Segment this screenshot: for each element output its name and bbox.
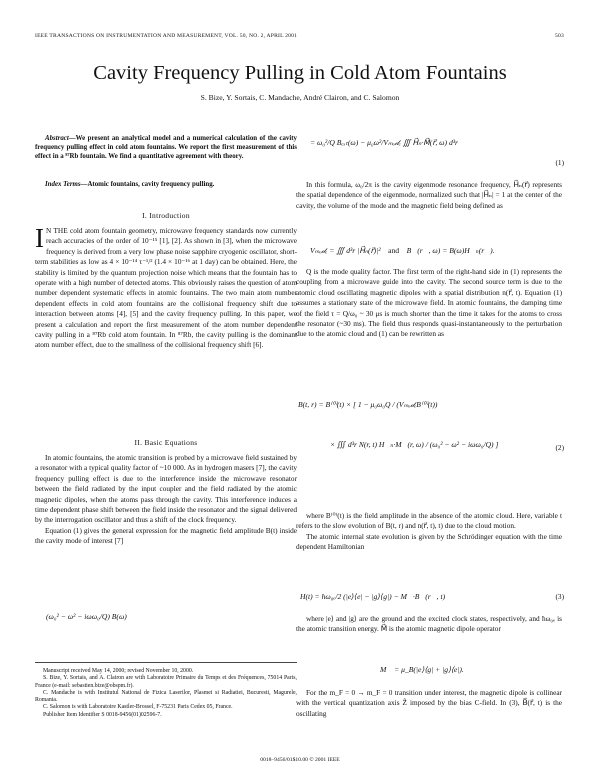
paragraph: For the m_F = 0 → m_F = 0 transition under interest, the magnetic dipole is collinear with the vertical quantization axis Ẑ imposed by the bias C-field. In (3), B⃗(r⃗, t) is the oscillating — [296, 688, 562, 718]
equation-number-3: (3) — [555, 592, 564, 601]
equation-number-1: (1) — [555, 158, 564, 167]
abstract-text: We present an analytical model and a numerical calculation of the cavity frequency pulling effect in cold atom fountains. We report the first measurement of this effect in a ⁸⁷Rb fountain. We find a quantitative agreement with theory. — [35, 135, 297, 160]
footnote: C. Salomon is with Laboratoire Kastler-Brossel, F-75231 Paris Cedex 05, France. — [43, 704, 233, 711]
intro-paragraph — [35, 223, 297, 351]
equation-number-2: (2) — [555, 443, 564, 452]
paragraph: Equation (1) gives the general expression for the magnetic field amplitude B(t) inside the cavity mode of interest [7] — [35, 525, 297, 546]
paragraph: where B⁽⁰⁾(t) is the field amplitude in the absence of the atomic cloud. Here, variable t refers to the slow evolution of B(t, r) and n(r⃗, t), t) due to the cloud motion. — [296, 511, 562, 531]
equation-1-left: (ω₀² − ω² − iωω₀/Q) B(ω) — [46, 612, 127, 621]
and-word: and — [388, 246, 400, 255]
paragraph: Q is the mode quality factor. The first term of the right-hand side in (1) represents the coupling from a microwave guide into the cavity. The second source term is due to the atomic cloud oscillating magnetic dipoles with a spatial distribution n(r⃗, t). Equation (1) assumes a stationary state of the microwave field. In atomic fountains, the damping time of the field τ = Q/ω₀ ~ 30 μs is much shorter than the time it takes for the atoms to cross the resonator (~30 ms). The field thus responds quasi-instantaneously to the perturbation due to the atomic cloud and (1) can be rewritten as — [296, 267, 562, 339]
abstract — [35, 135, 297, 162]
paragraph: where |e⟩ and |g⟩ are the ground and the excited clock states, respectively, and ħω₀ₑ is the atomic transition energy. M⃗ is the atomic magnetic dipole operator — [296, 614, 562, 634]
basic-equations-text — [35, 453, 297, 547]
abstract-label: Abstract— — [45, 135, 76, 142]
field-definition: B⃗(r⃗, ω) = B(ω)H⃗ₙ(r⃗). — [406, 246, 495, 255]
right-paragraph — [296, 614, 562, 635]
right-paragraph — [296, 267, 562, 340]
paragraph: The atomic internal state evolution is given by the Schrödinger equation with the time dependent Hamiltonian — [296, 531, 562, 552]
section-heading-introduction: I. Introduction — [142, 211, 190, 220]
drop-cap: I — [35, 223, 44, 253]
paragraph: In this formula, ω₀/2π is the cavity eigenmode resonance frequency, H⃗ₙ(r⃗) represents the spatial dependence of the eigenmode, normalized such that |H⃗ₙ| = 1 at the center of the cavity, the volume of the mode and the magnetic field being defined as — [296, 180, 562, 210]
page-number: 503 — [555, 33, 564, 39]
equation-vmode — [310, 246, 495, 256]
running-header: IEEE TRANSACTIONS ON INSTRUMENTATION AND MEASUREMENT, VOL. 50, NO. 2, APRIL 2001 — [35, 33, 298, 39]
vmode-definition: Vₘₒ𝒹ₑ = ∭ d³r |H⃗ₙ(r⃗)|² — [310, 246, 381, 255]
index-terms-label: Index Terms— — [45, 181, 88, 188]
footnotes — [35, 668, 297, 719]
author-list: S. Bize, Y. Sortais, C. Mandache, André Clairon, and C. Salomon — [200, 93, 400, 102]
footnote: C. Mandache is with Institutul National de Fizica Laserilor, Plasmei si Radiatiei, Bucuresti, Magurele, Romania. — [35, 689, 297, 704]
copyright-line: 0018–9456/01$10.00 © 2001 IEEE — [260, 757, 340, 763]
footnote-rule — [35, 662, 297, 663]
right-paragraph — [296, 688, 562, 719]
footnote: S. Bize, Y. Sortais, and A. Clairon are with Laboratoire Primaire du Temps et des Fréquences, 75014 Paris, France (e-mail: sebastien.bize@obspm.fr). — [35, 675, 297, 689]
footnote: Publisher Item Identifier S 0018-9456(01)02596-7. — [43, 711, 162, 718]
equation-dipole: M⃗ = μ_B(|e⟩⟨g| + |g⟩⟨e|). — [380, 665, 464, 674]
footnote: Manuscript received May 14, 2000; revised November 10, 2000. — [43, 668, 194, 674]
section-heading-basic-equations: II. Basic Equations — [134, 438, 198, 447]
paragraph: In atomic fountains, the atomic transition is probed by a microwave field sustained by a resonator with a typical quality factor of ~10 000. As in hydrogen masers [7], the cavity frequency pulling effect is due to the interference inside the microwave resonator between the field radiated by the input coupler and the field radiated by the atomic magnetic dipoles, when the atoms pass through the cavity. This interference induces a time dependent phase shift between the field inside the resonator and the signal delivered by the interrogation oscillator and thus a shift of the clock frequency. — [35, 453, 297, 525]
equation-3: H(t) = ħω₀ₑ/2 (|e⟩⟨e| − |g⟩⟨g|) − M⃗·B⃗(r⃗, t) — [300, 592, 446, 601]
equation-2-line-1: B(t, r) = B⁽⁰⁾(t) × [ 1 − μ₀ω₀Q / (Vₘₒ𝒹ₑB⁽⁰⁾(t)) — [298, 400, 438, 409]
right-paragraph — [296, 511, 562, 553]
equation-1-right: = ω₀²/Q Bₑₓₜ(ω) − μ₀ω²/Vₘₒ𝒹ₑ ∭ H⃗ₙ·M⃗(r⃗, ω) d³r — [310, 138, 459, 147]
paper-title: Cavity Frequency Pulling in Cold Atom Fountains — [93, 62, 507, 84]
index-terms — [35, 181, 297, 190]
index-terms-text: Atomic fountains, cavity frequency pulling. — [87, 181, 215, 188]
right-paragraph — [296, 180, 562, 211]
intro-text: N THE cold atom fountain geometry, microwave frequency standards now currently reach accuracies of the order of 10⁻¹⁵ [1], [2]. As shown in [3], when the microwave frequency is derived from a very low phase noise sapphire cryogenic oscillator, short-term stabilities as low as 4 × 10⁻¹⁴ τ⁻¹/² (1.4 × 10⁻¹⁶ at 1 day) can be obtained. Here, the stability is limited by the quantum projection noise which means that the fountain has to operate with a high number of detected atoms. This obviously raises the question of atom number dependent systematic effects in atomic fountains. The two main atom number dependent effects in cold atom fountains are the collisional frequency shift due to interaction between atoms [4], [5] and the cavity frequency pulling. In this paper, we present a calculation and report the first measurement of the atom number dependent cavity pulling in a ⁸⁷Rb cold atom fountain. In ⁸⁷Rb, the cavity pulling is the dominant atom number effect, due to the smallness of the collisional frequency shift [6]. — [35, 226, 297, 350]
equation-2-line-2: × ∭ d³r N(r, t) H⃗ₙ·M⃗(r, ω) / (ω₀² − ω² − iωω₀/Q) ] — [330, 440, 499, 449]
